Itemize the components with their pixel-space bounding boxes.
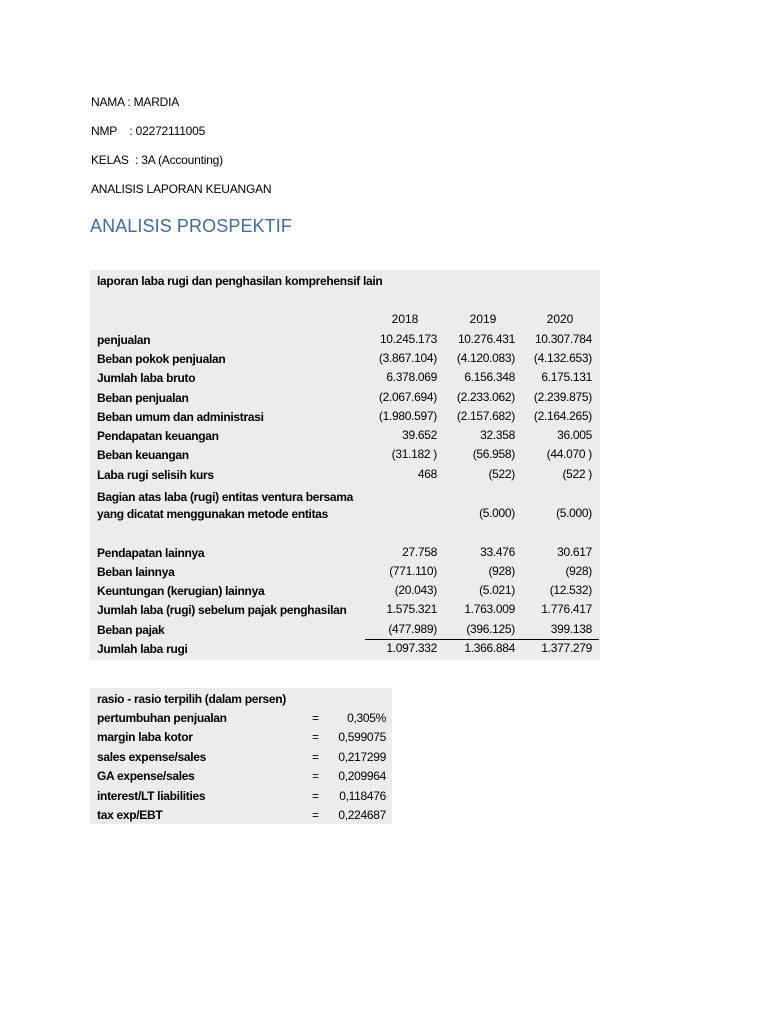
row-label: Beban pokok penjualan (97, 352, 226, 366)
row-label: Jumlah laba (rugi) sebelum pajak penghasilan (97, 603, 347, 617)
ratio-label: pertumbuhan penjualan (97, 711, 227, 725)
row-value-2019: 6.156.348 (464, 370, 515, 384)
row-value-2019: (2.157.682) (456, 409, 515, 423)
row-value-2020: (12.532) (549, 583, 592, 597)
row-value-2019: (56.958) (472, 447, 515, 461)
total-underline (365, 639, 599, 640)
row-value-2018: (31.182 ) (391, 447, 437, 461)
row-value-2019: (2.233.062) (456, 390, 515, 404)
row-value-2018: (771.110) (389, 564, 437, 578)
row-value-2018: 6.378.069 (386, 370, 437, 384)
row-label: Jumlah laba rugi (97, 642, 188, 656)
row-value-2018: (3.867.104) (378, 351, 437, 365)
row-value-2018: 39.652 (402, 428, 437, 442)
row-label: Laba rugi selisih kurs (97, 468, 214, 482)
row-value-2020: (2.239.875) (533, 390, 592, 404)
ratios-title: rasio - rasio terpilih (dalam persen) (97, 692, 286, 706)
row-label: Keuntungan (kerugian) lainnya (97, 584, 265, 598)
ratio-value: 0,224687 (338, 808, 386, 822)
student-nmp: NMP : 02272111005 (91, 124, 206, 138)
ratio-label: GA expense/sales (97, 769, 195, 784)
row-value-2020: 30.617 (557, 545, 592, 559)
row-value-2020: 6.175.131 (541, 370, 592, 384)
document-subject: ANALISIS LAPORAN KEUANGAN (91, 182, 272, 196)
row-value-2018: 27.758 (402, 545, 437, 559)
row-value-2019: 1.366.884 (464, 641, 515, 655)
row-value-2020: (928) (565, 564, 592, 578)
row-label: penjualan (97, 333, 151, 347)
equals-sign: = (312, 749, 319, 764)
row-label: Jumlah laba bruto (97, 371, 196, 385)
ratios-table (90, 688, 392, 824)
year-header: 2020 (546, 312, 574, 326)
ratio-value: 0,118476 (339, 788, 386, 803)
equals-sign: = (312, 769, 319, 784)
row-value-2019: (928) (488, 564, 515, 578)
row-value-2018: (2.067.694) (378, 390, 437, 404)
income-statement-table (90, 270, 600, 660)
row-value-2018: (477.989) (388, 622, 437, 636)
row-label: Beban umum dan administrasi (97, 410, 264, 424)
ratio-value: 0,599075 (338, 730, 386, 745)
row-value-2020: (522 ) (562, 467, 592, 481)
row-label: Beban keuangan (97, 448, 189, 462)
year-header: 2019 (469, 312, 497, 326)
ratio-label: tax exp/EBT (97, 808, 163, 822)
equals-sign: = (312, 711, 319, 725)
row-value-2020: (2.164.265) (533, 409, 592, 423)
row-label: Bagian atas laba (rugi) entitas ventura bersama yang dicatat menggunakan metode entitas (97, 490, 353, 521)
row-value-2020: 36.005 (557, 428, 592, 442)
row-label: Beban lainnya (97, 565, 175, 579)
row-value-2019: (4.120.083) (456, 351, 515, 365)
row-label: Pendapatan keuangan (97, 429, 219, 443)
ratio-value: 0,305% (347, 711, 386, 725)
row-value-2018: 1.575.321 (386, 602, 437, 616)
row-value-2018: (20.043) (394, 583, 437, 597)
year-header: 2018 (391, 312, 419, 326)
row-value-2020: (44.070 ) (546, 447, 592, 461)
equals-sign: = (312, 730, 319, 745)
ratio-label: sales expense/sales (97, 749, 207, 764)
row-value-2018: 468 (417, 467, 437, 481)
row-value-2019: 10.276.431 (457, 332, 515, 346)
row-value-2020: 399.138 (550, 622, 592, 636)
row-value-2020: 1.776.417 (541, 602, 592, 616)
row-value-2020: 1.377.279 (541, 641, 592, 655)
student-name: NAMA : MARDIA (91, 95, 180, 109)
income-statement-title: laporan laba rugi dan penghasilan komprehensif lain (97, 274, 383, 288)
row-value-2019: 32.358 (480, 428, 515, 442)
row-label: Pendapatan lainnya (97, 546, 205, 560)
row-value-2019: (5.000) (479, 506, 515, 520)
row-label: Beban pajak (97, 623, 165, 637)
ratio-value: 0,209964 (338, 769, 386, 784)
equals-sign: = (312, 788, 319, 803)
row-value-2019: (522) (488, 467, 515, 481)
row-value-2019: 33.476 (480, 545, 515, 559)
student-class: KELAS : 3A (Accounting) (91, 153, 223, 167)
section-heading: ANALISIS PROSPEKTIF (90, 216, 292, 236)
row-value-2020: 10.307.784 (534, 332, 592, 346)
row-value-2018: 10.245.173 (379, 332, 437, 346)
row-value-2018: (1.980.597) (378, 409, 437, 423)
row-value-2019: (396.125) (466, 622, 515, 636)
equals-sign: = (312, 808, 319, 822)
ratio-label: margin laba kotor (97, 730, 193, 745)
row-value-2018: 1.097.332 (386, 641, 437, 655)
row-label: Beban penjualan (97, 391, 189, 405)
row-value-2019: (5.021) (479, 583, 515, 597)
row-value-2019: 1.763.009 (464, 602, 515, 616)
row-value-2020: (4.132.653) (533, 351, 592, 365)
row-value-2020: (5.000) (556, 506, 592, 520)
ratio-value: 0,217299 (338, 749, 386, 764)
ratio-label: interest/LT liabilities (97, 788, 206, 803)
